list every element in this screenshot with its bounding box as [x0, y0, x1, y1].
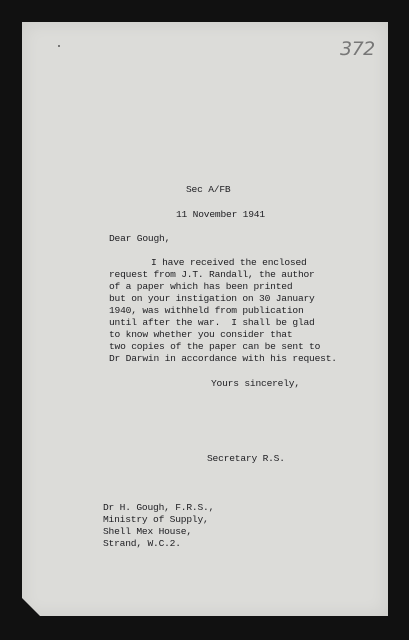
body-line: 1940, was withheld from publication — [109, 305, 304, 316]
body-line: until after the war. I shall be glad — [109, 317, 315, 328]
salutation: Dear Gough, — [109, 233, 171, 244]
body-line: two copies of the paper can be sent to — [109, 341, 321, 352]
body-line: of a paper which has been printed — [109, 281, 293, 292]
body-line: request from J.T. Randall, the author — [109, 269, 315, 280]
ink-mark — [58, 45, 60, 47]
address-line: Shell Mex House, — [103, 526, 192, 537]
address-line: Ministry of Supply, — [103, 514, 209, 525]
signatory: Secretary R.S. — [207, 453, 285, 464]
letter-date: 11 November 1941 — [176, 209, 265, 220]
closing: Yours sincerely, — [211, 378, 300, 389]
body-line: but on your instigation on 30 January — [109, 293, 315, 304]
body-line: Dr Darwin in accordance with his request. — [109, 353, 337, 364]
folded-corner — [22, 598, 40, 616]
archive-number: 372 — [340, 38, 375, 60]
reference-line: Sec A/FB — [186, 184, 231, 195]
letter-page — [22, 22, 388, 616]
body-line: to know whether you consider that — [109, 329, 293, 340]
body-line: I have received the enclosed — [151, 257, 307, 268]
address-line: Dr H. Gough, F.R.S., — [103, 502, 215, 513]
address-line: Strand, W.C.2. — [103, 538, 181, 549]
